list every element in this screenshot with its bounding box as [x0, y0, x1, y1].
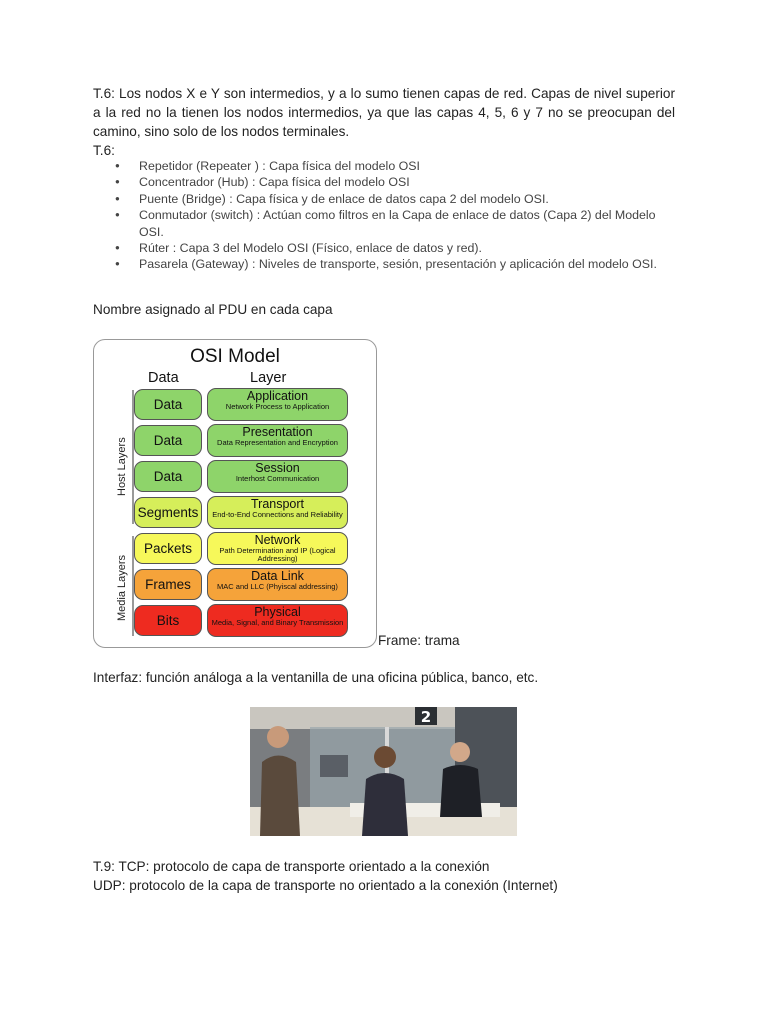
t6-paragraph: T.6: Los nodos X e Y son intermedios, y a lo sumo tienen capas de red. Capas de nivel superior a la red no la tienen los nodos intermedios, ya que las capas 4, 5, 6 y 7 no se preocupan del camino, sino solo de los nodos terminales.: [93, 86, 675, 139]
bank-counter-illustration: [250, 707, 517, 836]
pdu-packets: Packets: [134, 533, 202, 564]
pdu-bits: Bits: [134, 605, 202, 636]
pdu-data-presentation: Data: [134, 425, 202, 456]
layer-desc: Data Representation and Encryption: [217, 438, 338, 447]
media-layers-label: Media Layers: [116, 554, 128, 621]
layer-desc: Media, Signal, and Binary Transmission: [211, 618, 344, 627]
layer-desc: Network Process to Application: [225, 402, 330, 411]
interfaz-text: Interfaz: función análoga a la ventanilla de una oficina pública, banco, etc.: [93, 670, 539, 685]
list-item: ● Concentrador (Hub) : Capa física del modelo OSI: [93, 174, 663, 190]
t6-label: T.6:: [93, 143, 115, 158]
layer-data-link: [207, 568, 348, 601]
list-item: ● Pasarela (Gateway) : Niveles de transporte, sesión, presentación y aplicación del modelo OSI.: [93, 256, 663, 272]
layer-transport: [207, 496, 348, 529]
osi-model-diagram: [93, 339, 377, 648]
udp-line: UDP: protocolo de la capa de transporte no orientado a la conexión (Internet): [93, 878, 558, 893]
layer-name: Data Link: [251, 569, 304, 583]
layer-session: [207, 460, 348, 493]
counter-number-sign: 2: [420, 708, 432, 726]
layer-name: Network: [254, 533, 301, 547]
pdu-segments: Segments: [134, 497, 202, 528]
list-item: ● Puente (Bridge) : Capa física y de enlace de datos capa 2 del modelo OSI.: [93, 191, 663, 207]
pdu-data-session: Data: [134, 461, 202, 492]
pdu-heading: Nombre asignado al PDU en cada capa: [93, 302, 333, 317]
pdu-data-application: Data: [134, 389, 202, 420]
list-item: ● Repetidor (Repeater ) : Capa física del modelo OSI: [93, 158, 663, 174]
layer-network: [207, 532, 348, 565]
layer-name: Session: [255, 461, 300, 475]
list-item: ● Conmutador (switch) : Actúan como filtros en la Capa de enlace de datos (Capa 2) del Modelo OSI.: [93, 207, 663, 240]
host-layers-label: Host Layers: [116, 437, 128, 496]
layer-name: Transport: [250, 497, 305, 511]
pdu-frames: Frames: [134, 569, 202, 600]
data-column-header: Data: [148, 370, 179, 386]
layer-column-header: Layer: [250, 370, 287, 386]
layer-desc: Path Determination and IP (Logical Addressing): [219, 546, 336, 563]
t9-line: T.9: TCP: protocolo de capa de transporte orientado a la conexión: [93, 859, 490, 874]
layer-name: Physical: [254, 605, 301, 619]
bank-counter-photo: [250, 707, 517, 836]
layer-desc: Interhost Communication: [235, 474, 320, 483]
layer-presentation: [207, 424, 348, 457]
layer-name: Presentation: [242, 425, 313, 439]
list-item: ● Rúter : Capa 3 del Modelo OSI (Físico, enlace de datos y red).: [93, 240, 663, 256]
layer-physical: [207, 604, 348, 637]
layer-desc: MAC and LLC (Phyiscal addressing): [217, 582, 338, 591]
device-bullet-list: [93, 158, 663, 273]
layer-desc: End-to-End Connections and Reliability: [212, 510, 343, 519]
layer-application: [207, 388, 348, 421]
osi-title: OSI Model: [190, 346, 280, 367]
layer-name: Application: [246, 389, 309, 403]
frame-note: Frame: trama: [378, 633, 460, 648]
